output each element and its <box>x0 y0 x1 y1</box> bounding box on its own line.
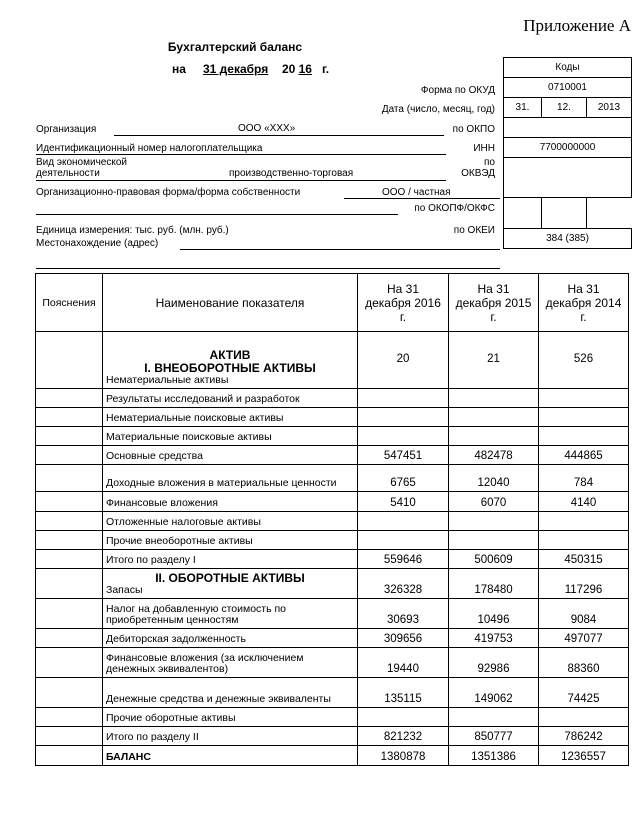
value-cell-2016 <box>358 427 449 446</box>
row-label: Прочие внеоборотные активы <box>106 535 253 547</box>
inn-long-label: Идентификационный номер налогоплательщика <box>36 143 263 154</box>
table-row <box>36 389 629 408</box>
value-cell-2016: 326328 <box>358 569 449 599</box>
row-label: Финансовые вложения (за исключением денежных эквивалентов) <box>106 652 304 675</box>
row-label: Итого по разделу II <box>106 731 199 743</box>
table-row <box>36 599 629 629</box>
value-cell-2015 <box>449 408 539 427</box>
value-cell-2014 <box>539 512 629 531</box>
codes-header: Коды <box>504 58 632 78</box>
row-label: Основные средства <box>106 450 203 462</box>
row-notes-cell <box>36 389 103 408</box>
date-g: г. <box>321 62 330 76</box>
okved-label-1: по <box>484 157 495 168</box>
form-underline <box>344 198 500 199</box>
value-cell-2016: 1380878 <box>358 746 449 766</box>
table-row <box>36 629 629 648</box>
row-notes-cell <box>36 550 103 569</box>
row-name-cell <box>103 727 358 746</box>
org-label: Организация <box>36 124 97 135</box>
value-cell-2016 <box>358 531 449 550</box>
row-notes-cell <box>36 408 103 427</box>
value-cell-2016: 5410 <box>358 492 449 512</box>
row-notes-cell <box>36 427 103 446</box>
appendix-label: Приложение А <box>523 16 631 35</box>
value-cell-2014: 117296 <box>539 569 629 599</box>
value-cell-2014 <box>539 427 629 446</box>
table-header-row <box>36 274 629 332</box>
form-underline-2 <box>36 214 398 215</box>
row-label: Запасы <box>106 584 143 596</box>
table-row <box>36 569 629 599</box>
date-year-suffix: 16 <box>298 62 312 76</box>
row-notes-cell <box>36 446 103 465</box>
org-value: ООО «ХХХ» <box>238 123 296 134</box>
okpo-label: по ОКПО <box>452 124 495 135</box>
value-cell-2014 <box>539 708 629 727</box>
table-row <box>36 446 629 465</box>
row-notes-cell <box>36 569 103 599</box>
activity-value: производственно-торговая <box>229 168 354 179</box>
date-day-month: 31 декабря <box>202 62 269 76</box>
section-heading: АКТИВ <box>209 348 251 362</box>
okved-code <box>504 158 632 198</box>
row-notes-cell <box>36 629 103 648</box>
table-row <box>36 465 629 492</box>
value-cell-2016: 6765 <box>358 465 449 492</box>
document-title: Бухгалтерский баланс <box>167 40 303 54</box>
table-row <box>36 678 629 708</box>
row-name-cell <box>103 708 358 727</box>
row-name-cell <box>103 389 358 408</box>
value-cell-2015: 12040 <box>449 465 539 492</box>
row-label: БАЛАНС <box>106 751 151 763</box>
okved-label-2: ОКВЭД <box>461 168 495 179</box>
inn-underline <box>36 154 446 155</box>
table-row <box>36 492 629 512</box>
date-label: Дата (число, месяц, год) <box>381 104 495 115</box>
row-name-cell <box>103 648 358 678</box>
value-cell-2015: 482478 <box>449 446 539 465</box>
row-name-cell <box>103 332 358 389</box>
row-notes-cell <box>36 512 103 531</box>
value-cell-2015: 178480 <box>449 569 539 599</box>
row-name-cell <box>103 678 358 708</box>
okud-label: Форма по ОКУД <box>420 85 495 96</box>
row-notes-cell <box>36 678 103 708</box>
value-cell-2014 <box>539 531 629 550</box>
row-name-cell <box>103 465 358 492</box>
value-cell-2014: 497077 <box>539 629 629 648</box>
value-cell-2014 <box>539 389 629 408</box>
section-heading: I. ВНЕОБОРОТНЫЕ АКТИВЫ <box>144 361 316 375</box>
row-label: Денежные средства и денежные эквиваленты <box>106 693 331 705</box>
value-cell-2015: 21 <box>449 332 539 389</box>
value-cell-2016 <box>358 389 449 408</box>
header-2014: На 31 декабря 2014 г. <box>539 274 629 332</box>
row-label: Нематериальные активы <box>106 374 229 386</box>
value-cell-2016: 821232 <box>358 727 449 746</box>
header-2015: На 31 декабря 2015 г. <box>449 274 539 332</box>
date-na: на <box>172 62 186 76</box>
activity-label-2: деятельности <box>36 168 100 179</box>
value-cell-2015: 1351386 <box>449 746 539 766</box>
row-name-cell <box>103 492 358 512</box>
value-cell-2016: 20 <box>358 332 449 389</box>
value-cell-2016: 309656 <box>358 629 449 648</box>
date-day-code: 31. <box>504 98 542 118</box>
inn-label: ИНН <box>473 143 495 154</box>
row-name-cell <box>103 446 358 465</box>
row-notes-cell <box>36 599 103 629</box>
value-cell-2015: 149062 <box>449 678 539 708</box>
value-cell-2016 <box>358 408 449 427</box>
value-cell-2014: 4140 <box>539 492 629 512</box>
section-heading: II. ОБОРОТНЫЕ АКТИВЫ <box>155 571 305 585</box>
location-underline-2 <box>36 268 500 269</box>
value-cell-2014: 450315 <box>539 550 629 569</box>
table-row <box>36 708 629 727</box>
value-cell-2014: 444865 <box>539 446 629 465</box>
row-name-cell <box>103 512 358 531</box>
table-row <box>36 512 629 531</box>
org-underline <box>114 135 444 136</box>
inn-code: 7700000000 <box>504 138 632 158</box>
activity-label-1: Вид экономической <box>36 157 127 168</box>
value-cell-2014 <box>539 408 629 427</box>
table-row <box>36 427 629 446</box>
value-cell-2014: 88360 <box>539 648 629 678</box>
row-label: Налог на добавленную стоимость по приобретенным ценностям <box>106 603 287 626</box>
location-underline <box>180 249 500 250</box>
table-row <box>36 408 629 427</box>
row-notes-cell <box>36 648 103 678</box>
okud-code: 0710001 <box>504 78 632 98</box>
value-cell-2015 <box>449 708 539 727</box>
value-cell-2015 <box>449 531 539 550</box>
value-cell-2016: 19440 <box>358 648 449 678</box>
row-label: Итого по разделу I <box>106 554 196 566</box>
date-year-prefix: 20 <box>281 62 296 76</box>
row-name-cell <box>103 531 358 550</box>
row-label: Отложенные налоговые активы <box>106 516 261 528</box>
row-label: Доходные вложения в материальные ценности <box>106 477 337 489</box>
value-cell-2014: 786242 <box>539 727 629 746</box>
row-label: Результаты исследований и разработок <box>106 393 300 405</box>
row-label: Прочие оборотные активы <box>106 712 236 724</box>
table-row <box>36 531 629 550</box>
value-cell-2015: 419753 <box>449 629 539 648</box>
value-cell-2015: 500609 <box>449 550 539 569</box>
row-label: Нематериальные поисковые активы <box>106 412 284 424</box>
row-name-cell <box>103 569 358 599</box>
unit-label: Единица измерения: тыс. руб. (млн. руб.) <box>36 225 229 236</box>
value-cell-2015 <box>449 427 539 446</box>
row-notes-cell <box>36 727 103 746</box>
row-notes-cell <box>36 746 103 766</box>
value-cell-2014: 526 <box>539 332 629 389</box>
row-name-cell <box>103 550 358 569</box>
row-name-cell <box>103 746 358 766</box>
date-year-code: 2013 <box>587 98 632 118</box>
form-label: Организационно-правовая форма/форма собственности <box>36 187 301 198</box>
okpo-code <box>504 118 632 138</box>
value-cell-2016 <box>358 512 449 531</box>
location-label: Местонахождение (адрес) <box>36 238 159 249</box>
row-notes-cell <box>36 708 103 727</box>
row-notes-cell <box>36 531 103 550</box>
value-cell-2015 <box>449 389 539 408</box>
value-cell-2015 <box>449 512 539 531</box>
okopf-code-1 <box>504 198 542 229</box>
header-notes: Пояснения <box>36 274 103 332</box>
activity-underline <box>36 180 446 181</box>
value-cell-2015: 92986 <box>449 648 539 678</box>
okopf-code-2 <box>542 198 587 229</box>
codes-table <box>503 57 632 249</box>
table-row <box>36 648 629 678</box>
value-cell-2016: 559646 <box>358 550 449 569</box>
row-name-cell <box>103 408 358 427</box>
okei-label: по ОКЕИ <box>453 225 495 236</box>
value-cell-2016: 30693 <box>358 599 449 629</box>
row-label: Материальные поисковые активы <box>106 431 272 443</box>
balance-table <box>35 273 629 766</box>
value-cell-2014: 74425 <box>539 678 629 708</box>
row-name-cell <box>103 629 358 648</box>
row-notes-cell <box>36 492 103 512</box>
row-notes-cell <box>36 465 103 492</box>
table-row <box>36 746 629 766</box>
value-cell-2015: 6070 <box>449 492 539 512</box>
value-cell-2014: 1236557 <box>539 746 629 766</box>
date-month-code: 12. <box>542 98 587 118</box>
row-notes-cell <box>36 332 103 389</box>
row-label: Дебиторская задолженность <box>106 633 246 645</box>
report-date-line <box>172 62 329 76</box>
header-2016: На 31 декабря 2016 г. <box>358 274 449 332</box>
okei-code: 384 (385) <box>504 229 632 249</box>
row-label: Финансовые вложения <box>106 497 218 509</box>
header-name: Наименование показателя <box>103 274 358 332</box>
row-name-cell <box>103 427 358 446</box>
value-cell-2014: 9084 <box>539 599 629 629</box>
value-cell-2016: 135115 <box>358 678 449 708</box>
value-cell-2016 <box>358 708 449 727</box>
value-cell-2014: 784 <box>539 465 629 492</box>
row-name-cell <box>103 599 358 629</box>
value-cell-2016: 547451 <box>358 446 449 465</box>
table-row <box>36 550 629 569</box>
value-cell-2015: 850777 <box>449 727 539 746</box>
value-cell-2015: 10496 <box>449 599 539 629</box>
table-row <box>36 332 629 389</box>
form-value: ООО / частная <box>382 187 451 198</box>
table-row <box>36 727 629 746</box>
okopf-label: по ОКОПФ/ОКФС <box>414 203 495 214</box>
